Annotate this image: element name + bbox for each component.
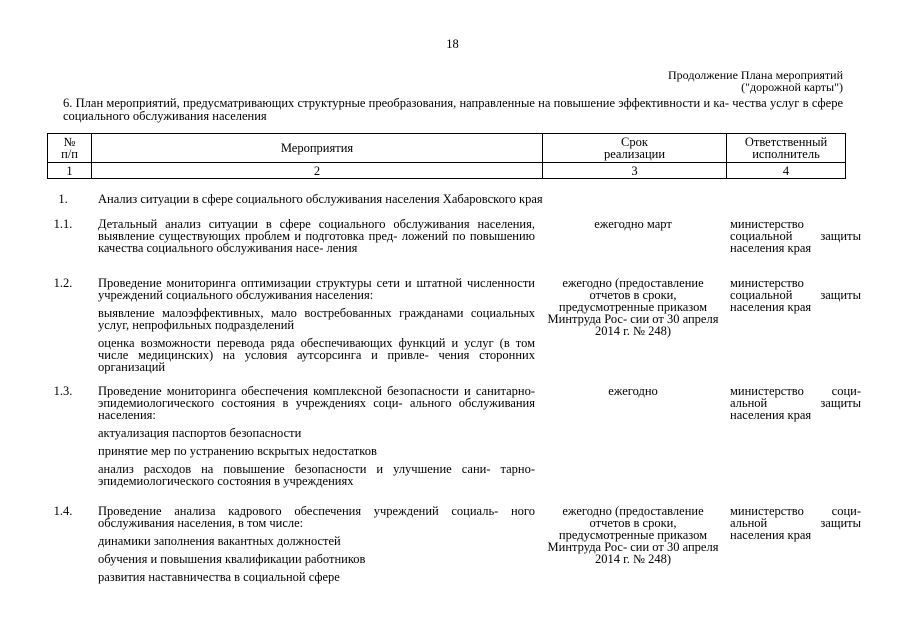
row-subitem: актуализация паспортов безопасности: [98, 426, 302, 440]
row-subitem: обучения и повышения квалификации работников: [98, 552, 366, 566]
continuation-line-1: Продолжение Плана мероприятий: [668, 68, 843, 82]
row-responsible: министерство соци- альной защиты населения края: [730, 384, 861, 422]
row-subitem: анализ расходов на повышение безопасности и улучшение сани- тарно-эпидемиологического состояния в учреждениях: [98, 462, 535, 488]
row-activity-lead: Проведение мониторинга оптимизации структуры сети и штатной численности учреждений социального обслуживания населения:: [98, 276, 535, 302]
row-responsible: министерство соци- альной защиты населения края: [730, 504, 861, 542]
plan-table-header: [47, 133, 846, 179]
row-term: ежегодно март: [594, 217, 672, 231]
header-num-line-1: №: [63, 135, 76, 149]
column-number-4: 4: [727, 163, 846, 179]
row-responsible: министерство социальной защиты населения края: [730, 217, 861, 255]
row-subitem: выявление малоэффективных, мало востребованных гражданами социальных услуг, непрофильных подразделений: [98, 306, 535, 332]
header-resp-line-2: исполнитель: [752, 147, 820, 161]
header-term: [543, 134, 727, 163]
header-num: [48, 134, 92, 163]
column-number-2: 2: [92, 163, 543, 179]
row-subitem: оценка возможности перевода ряда обеспечивающих функций и услуг (в том числе медицинских) на условия аутсорсинга и привле- чения сторонних организаций: [98, 336, 535, 374]
row-subitem: развития наставничества в социальной сфере: [98, 570, 340, 584]
row-number: 1.: [58, 192, 68, 206]
column-number-1: 1: [48, 163, 92, 179]
header-term-line-1: Срок: [621, 135, 648, 149]
row-number: 1.4.: [53, 504, 73, 518]
header-num-line-2: п/п: [61, 147, 78, 161]
page-number: 18: [446, 37, 459, 51]
section-title: 6. План мероприятий, предусматривающих структурные преобразования, направленные на повышение эффективности и ка- чества услуг в сфере социального обслуживания населения: [63, 96, 843, 123]
row-activity: [98, 505, 535, 583]
row-term: ежегодно: [608, 384, 658, 398]
column-number-3: 3: [543, 163, 727, 179]
continuation-line-2: ("дорожной карты"): [741, 80, 843, 94]
row-activity: [98, 385, 535, 487]
header-responsible: [727, 134, 846, 163]
row-activity: [98, 277, 535, 373]
header-activities: Мероприятия: [92, 134, 543, 163]
row-activity-lead: Проведение мониторинга обеспечения комплексной безопасности и санитарно-эпидемиологического состояния в учреждениях соци- ального обслуживания населения:: [98, 384, 535, 422]
header-term-line-2: реализации: [603, 147, 666, 161]
row-term: ежегодно (предоставление отчетов в сроки, предусмотренные приказом Минтруда Рос- сии от 30 апреля 2014 г. № 248): [547, 276, 719, 338]
row-subitem: динамики заполнения вакантных должностей: [98, 534, 341, 548]
row-number: 1.3.: [53, 384, 73, 398]
row-number: 1.2.: [53, 276, 73, 290]
row-number: 1.1.: [53, 217, 73, 231]
row-subitem: принятие мер по устранению вскрытых недостатков: [98, 444, 377, 458]
row-term: ежегодно (предоставление отчетов в сроки, предусмотренные приказом Минтруда Рос- сии от 30 апреля 2014 г. № 248): [547, 504, 719, 566]
row-title: Анализ ситуации в сфере социального обслуживания населения Хабаровского края: [98, 192, 543, 206]
row-activity: Детальный анализ ситуации в сфере социального обслуживания населения, выявление существующих проблем и подготовка пред- ложений по повышению качества социального обслуживания насе- ления: [98, 217, 535, 255]
row-responsible: министерство социальной защиты населения края: [730, 276, 861, 314]
row-activity-lead: Проведение анализа кадрового обеспечения учреждений социаль- ного обслуживания населения, в том числе:: [98, 504, 535, 530]
header-resp-line-1: Ответственный: [744, 135, 828, 149]
continuation-note: [668, 69, 843, 93]
